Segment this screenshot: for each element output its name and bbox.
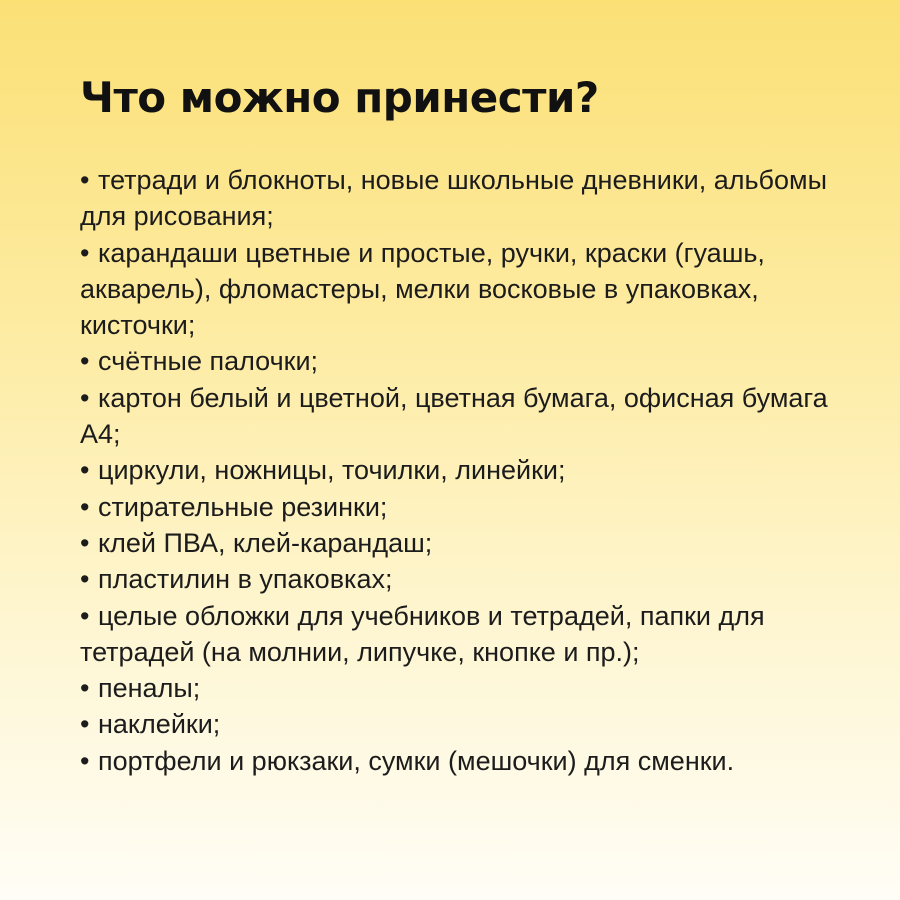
list-item bbox=[80, 743, 830, 779]
bullet-icon: • bbox=[80, 346, 90, 377]
list-item-text: пластилин в упаковках; bbox=[98, 564, 393, 595]
bullet-icon: • bbox=[80, 709, 90, 740]
list-item-text: клей ПВА, клей-карандаш; bbox=[98, 527, 433, 558]
list-item bbox=[80, 670, 830, 706]
list-item-text: циркули, ножницы, точилки, линейки; bbox=[98, 455, 566, 486]
bullet-icon: • bbox=[80, 237, 90, 268]
list-item bbox=[80, 598, 830, 671]
bullet-icon: • bbox=[80, 745, 90, 776]
list-item bbox=[80, 561, 830, 597]
bullet-icon: • bbox=[80, 527, 90, 558]
items-list bbox=[80, 162, 830, 779]
list-item-text: стирательные резинки; bbox=[98, 491, 388, 522]
bullet-icon: • bbox=[80, 564, 90, 595]
list-item bbox=[80, 235, 830, 344]
list-item-text: счётные палочки; bbox=[98, 346, 319, 377]
list-item bbox=[80, 489, 830, 525]
list-item-text: тетради и блокноты, новые школьные дневники, альбомы для рисования; bbox=[80, 165, 827, 232]
bullet-icon: • bbox=[80, 455, 90, 486]
list-item-text: наклейки; bbox=[98, 709, 221, 740]
list-item bbox=[80, 452, 830, 488]
list-item bbox=[80, 525, 830, 561]
bullet-icon: • bbox=[80, 491, 90, 522]
list-item bbox=[80, 706, 830, 742]
list-item-text: целые обложки для учебников и тетрадей, папки для тетрадей (на молнии, липучке, кнопке и пр.); bbox=[80, 600, 765, 667]
list-item bbox=[80, 343, 830, 379]
page-title: Что можно принести? bbox=[80, 73, 599, 122]
list-item bbox=[80, 162, 830, 235]
bullet-icon: • bbox=[80, 600, 90, 631]
list-item-text: портфели и рюкзаки, сумки (мешочки) для сменки. bbox=[98, 745, 735, 776]
bullet-icon: • bbox=[80, 673, 90, 704]
list-item-text: картон белый и цветной, цветная бумага, офисная бумага А4; bbox=[80, 382, 828, 450]
list-item-text: пеналы; bbox=[98, 673, 201, 704]
list-item-text: карандаши цветные и простые, ручки, краски (гуашь, акварель), фломастеры, мелки восковые в упаковках, кисточки; bbox=[80, 237, 765, 341]
list-item bbox=[80, 380, 830, 453]
bullet-icon: • bbox=[80, 382, 90, 413]
bullet-icon: • bbox=[80, 165, 90, 195]
